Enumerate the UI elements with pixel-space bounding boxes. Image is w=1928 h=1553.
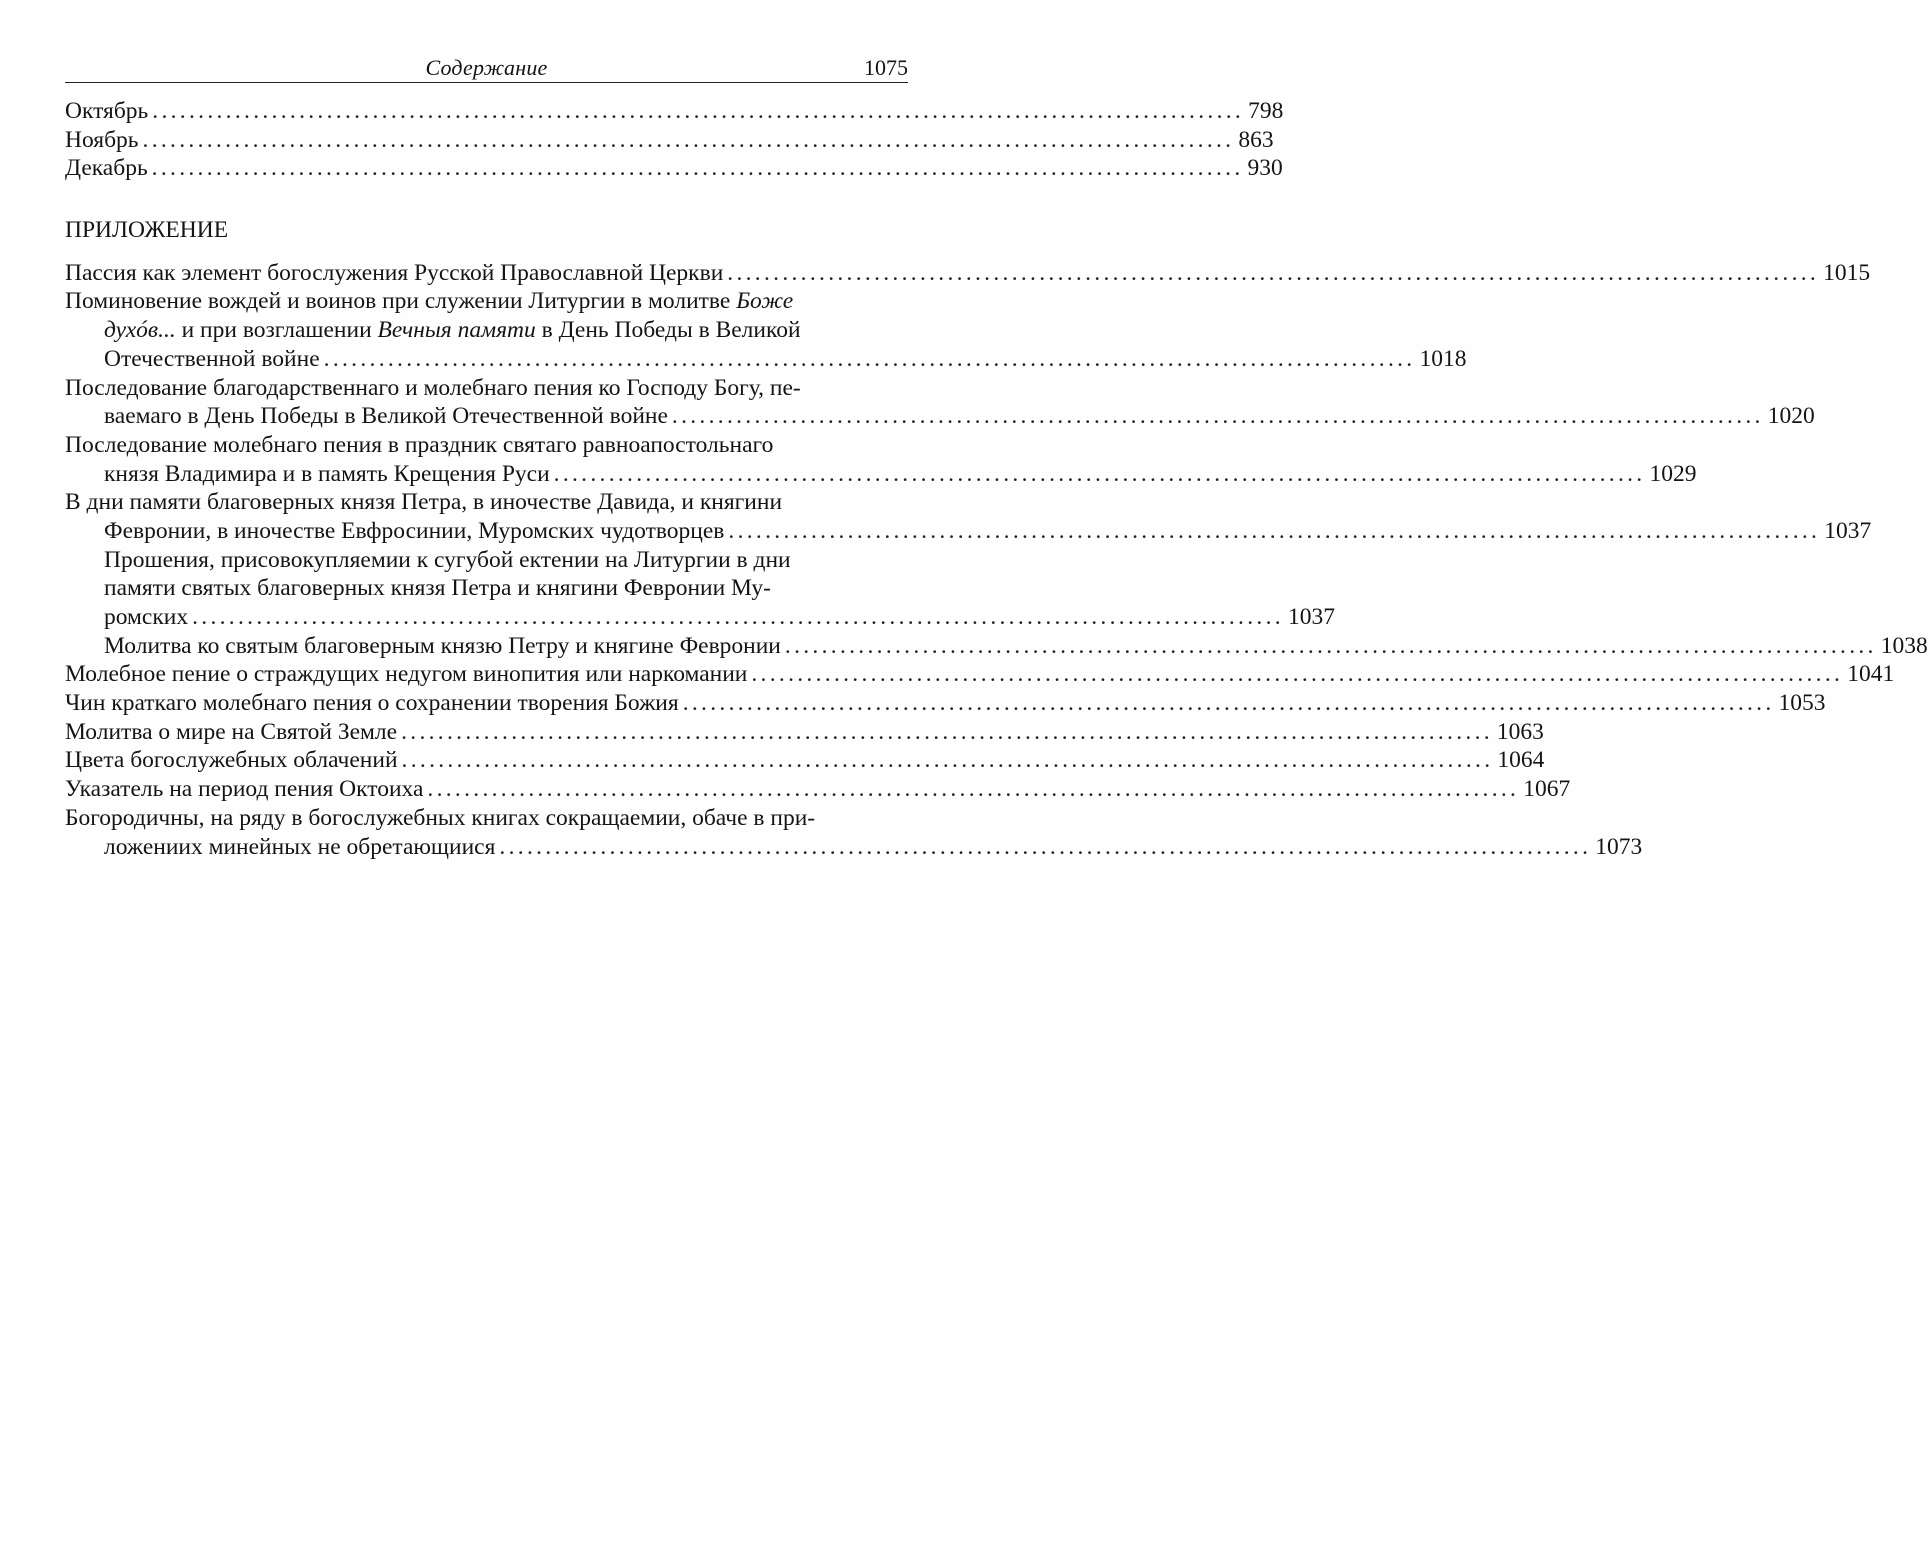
toc-entry-tsveta[interactable]	[65, 746, 1545, 775]
toc-entry-page: 1018	[1419, 345, 1467, 372]
toc-entry-petr-fevronia[interactable]	[65, 488, 1872, 545]
toc-entry-page: 863	[1238, 126, 1274, 153]
toc-entry-text: Прошения, присовокупляемии к сугубой ектении на Литургии в дни	[104, 546, 791, 573]
toc-entry-label: Чин краткаго молебнаго пения о сохранении творения Божия	[65, 690, 679, 717]
toc-entry-label: Указатель на период пения Октоиха	[65, 776, 424, 803]
toc-entry-label: ложениих минейных не обретающиися	[104, 833, 496, 860]
toc-entry-line	[65, 460, 1697, 489]
running-header-title: Содержание	[425, 55, 548, 80]
toc-entry-label: ромских	[104, 604, 189, 630]
dot-leader: .......................................................................................................................	[192, 604, 1284, 630]
dot-leader: .......................................................................................................................	[401, 747, 1494, 774]
toc-entry-label: князя Владимира и в память Крещения Руси	[104, 460, 550, 487]
toc-entry-blagodarstvennoe[interactable]	[65, 374, 1815, 431]
toc-entry-line	[65, 431, 908, 460]
toc-entry-line	[65, 287, 908, 316]
toc-entry-pominovenie[interactable]	[65, 287, 1467, 373]
toc-entry-label: Молитва ко святым благоверным князю Петру и княгине Февронии	[104, 632, 781, 659]
text-run: Поминовение вождей и воинов при служении Литургии в молитве	[65, 288, 737, 315]
dot-leader: .......................................................................................................................	[152, 98, 1245, 124]
toc-entry-line	[65, 517, 1872, 546]
toc-entry-page: 1037	[1824, 517, 1872, 544]
toc-entry-line	[65, 833, 1643, 862]
toc-entry-page: 1067	[1523, 776, 1571, 803]
text-run: в День Победы в Великой	[535, 317, 801, 344]
dot-leader: .......................................................................................................................	[401, 718, 1493, 745]
dot-leader: .......................................................................................................................	[682, 690, 1775, 717]
toc-entry-line	[65, 402, 1815, 431]
toc-entry-label: Цвета богослужебных облачений	[65, 747, 398, 774]
toc-entry-label: ваемаго в День Победы в Великой Отечественной войне	[104, 403, 668, 430]
text-run: и при возглашении	[175, 317, 378, 344]
toc-entry-mir[interactable]	[65, 718, 1544, 747]
toc-entry-december[interactable]	[65, 154, 1283, 183]
toc-entry-page: 930	[1247, 155, 1283, 182]
toc-entry-text: Последование молебнаго пения в праздник святаго равноапостольнаго	[65, 431, 774, 458]
toc-entry-text: Последование благодарственнаго и молебнаго пения ко Господу Богу, пе-	[65, 374, 801, 401]
toc-entry-text: памяти святых благоверных князя Петра и княгини Февронии Му-	[104, 575, 771, 602]
italic-run: Боже	[736, 288, 794, 315]
toc-entry-tvorenie[interactable]	[65, 689, 1826, 718]
dot-leader: .......................................................................................................................	[499, 833, 1592, 860]
toc-entry-october[interactable]	[65, 97, 1284, 126]
toc-entry-page: 1020	[1767, 403, 1815, 430]
toc-entry-bogorodichny[interactable]	[65, 804, 1643, 861]
toc-entry-line	[65, 603, 1335, 632]
toc-entry-label: Отечественной войне	[104, 345, 320, 372]
toc-entry-line	[65, 316, 908, 345]
toc-subentry-proshenia[interactable]	[65, 546, 1335, 632]
dot-leader: .......................................................................................................................	[727, 259, 1820, 286]
dot-leader: .......................................................................................................................	[151, 155, 1244, 182]
dot-leader: .......................................................................................................................	[142, 126, 1235, 153]
running-header	[65, 52, 908, 83]
dot-leader: .......................................................................................................................	[784, 632, 1877, 659]
toc-entry-line	[65, 546, 908, 575]
toc-entry-page: 1037	[1287, 604, 1335, 630]
toc-entry-page: 1015	[1823, 259, 1871, 286]
running-header-page-number: 1075	[864, 55, 908, 80]
toc-entry-text: Богородичны, на ряду в богослужебных книгах сокращаемии, обаче в при-	[65, 804, 816, 831]
toc-entry-label: Декабрь	[65, 155, 148, 182]
toc-entry-line	[65, 374, 908, 403]
toc-entry-page: 1038	[1880, 632, 1928, 659]
dot-leader: .......................................................................................................................	[751, 661, 1844, 688]
toc-entry-line	[65, 574, 908, 603]
dot-leader: .......................................................................................................................	[553, 460, 1646, 487]
toc-entry-label: Ноябрь	[65, 126, 139, 153]
toc-entry-label: Молебное пение о страждущих недугом винопития или наркомании	[65, 661, 748, 688]
toc-entry-text	[65, 287, 793, 316]
toc-entry-oktoih[interactable]	[65, 775, 1571, 804]
toc-subentry-molitva-petr-fevronia[interactable]	[65, 632, 1928, 661]
toc-entry-label: Молитва о мире на Святой Земле	[65, 718, 398, 745]
toc-entry-page: 1029	[1649, 460, 1697, 487]
dot-leader: .......................................................................................................................	[728, 517, 1821, 544]
dot-leader: .......................................................................................................................	[323, 345, 1416, 372]
toc-entry-page: 1041	[1847, 661, 1895, 688]
toc-entry-label: Пассия как элемент богослужения Русской Православной Церкви	[65, 259, 724, 286]
toc-entry-text: В дни памяти благоверных князя Петра, в иночестве Давида, и княгини	[65, 489, 783, 516]
toc-entry-page: 1064	[1497, 747, 1545, 774]
toc-entry-vinopitie[interactable]	[65, 660, 1895, 689]
dot-leader: .......................................................................................................................	[427, 776, 1520, 803]
toc-entry-line	[65, 488, 908, 517]
italic-run: духóв...	[104, 317, 176, 344]
toc-entry-page: 798	[1248, 98, 1284, 124]
toc-entry-passia[interactable]	[65, 259, 1871, 288]
toc-entry-text	[104, 316, 801, 345]
table-of-contents	[65, 97, 1928, 861]
toc-entry-page: 1053	[1778, 690, 1826, 717]
toc-entry-label: Февронии, в иночестве Евфросинии, Муромских чудотворцев	[104, 517, 725, 544]
dot-leader: .......................................................................................................................	[671, 403, 1764, 430]
italic-run: Вечныя памяти	[377, 317, 536, 344]
toc-entry-line	[65, 345, 1467, 374]
toc-entry-vladimir[interactable]	[65, 431, 1697, 488]
toc-entry-line	[65, 804, 908, 833]
toc-entry-label: Октябрь	[65, 98, 149, 124]
appendix-heading: ПРИЛОЖЕНИЕ	[65, 217, 229, 244]
toc-entry-november[interactable]	[65, 126, 1274, 155]
toc-entry-page: 1063	[1496, 718, 1544, 745]
toc-entry-page: 1073	[1595, 833, 1643, 860]
